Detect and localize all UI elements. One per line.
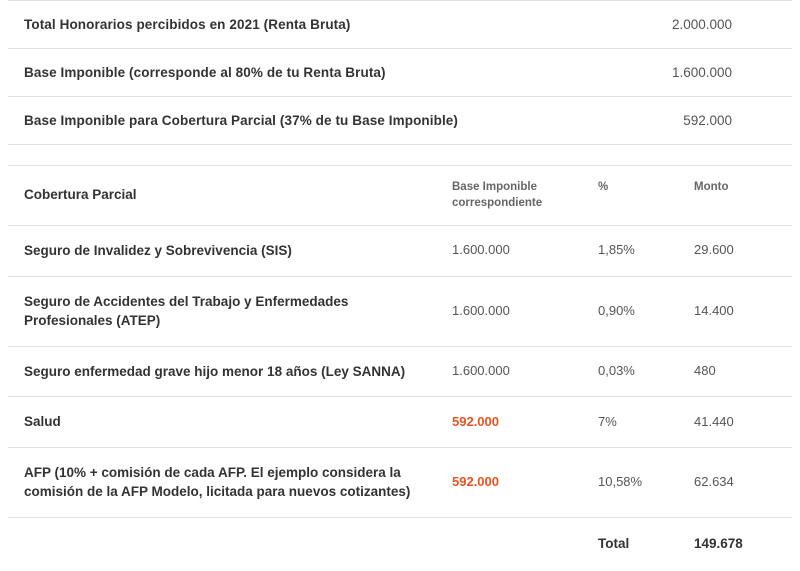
- total-spacer-cell-2: [444, 517, 590, 569]
- table-row: [8, 49, 792, 97]
- coverage-monto: 62.634: [694, 473, 734, 489]
- coverage-name: Salud: [24, 414, 61, 430]
- coverage-detail-table: [8, 165, 792, 570]
- column-header-cobertura: Cobertura Parcial: [24, 187, 137, 203]
- table-row: [8, 226, 792, 277]
- summary-table: [8, 0, 792, 145]
- table-total-row: [8, 517, 792, 569]
- coverage-base: 592.000: [452, 413, 499, 429]
- coverage-pct: 7%: [598, 413, 617, 429]
- summary-row-label: Base Imponible (corresponde al 80% de tu Renta Bruta): [24, 65, 386, 80]
- table-row: [8, 397, 792, 448]
- table-row: [8, 346, 792, 397]
- table-spacer: [8, 145, 792, 165]
- table-row: [8, 97, 792, 145]
- coverage-monto: 29.600: [694, 242, 734, 258]
- coverage-pct: 1,85%: [598, 242, 635, 258]
- summary-row-value: 592.000: [683, 113, 732, 128]
- total-label: Total: [598, 535, 630, 551]
- coverage-base: 1.600.000: [452, 242, 510, 258]
- column-header-monto: Monto: [694, 181, 729, 193]
- total-spacer-cell: [8, 517, 444, 569]
- coverage-name: Seguro de Accidentes del Trabajo y Enfermedades Profesionales (ATEP): [24, 293, 349, 329]
- table-row: [8, 447, 792, 517]
- coverage-name: AFP (10% + comisión de cada AFP. El ejemplo considera la comisión de la AFP Modelo, licitada para nuevos cotizantes): [24, 464, 411, 500]
- summary-row-label: Total Honorarios percibidos en 2021 (Renta Bruta): [24, 17, 351, 32]
- table-header-row: [8, 166, 792, 226]
- column-header-porcentaje: %: [598, 181, 609, 193]
- summary-row-value: 2.000.000: [671, 17, 732, 32]
- coverage-monto: 480: [694, 363, 716, 379]
- coverage-base: 592.000: [452, 473, 499, 489]
- summary-row-value: 1.600.000: [671, 65, 732, 80]
- summary-row-label: Base Imponible para Cobertura Parcial (37% de tu Base Imponible): [24, 113, 459, 128]
- coverage-monto: 14.400: [694, 302, 734, 318]
- coverage-monto: 41.440: [694, 413, 734, 429]
- total-value: 149.678: [694, 535, 743, 551]
- table-row: [8, 1, 792, 49]
- column-header-base-imponible: Base Imponible correspondiente: [452, 181, 543, 209]
- coverage-pct: 10,58%: [598, 473, 643, 489]
- coverage-pct: 0,03%: [598, 363, 635, 379]
- coverage-name: Seguro enfermedad grave hijo menor 18 años (Ley SANNA): [24, 363, 406, 379]
- table-row: [8, 276, 792, 346]
- coverage-name: Seguro de Invalidez y Sobrevivencia (SIS): [24, 243, 292, 259]
- coverage-base: 1.600.000: [452, 363, 510, 379]
- coverage-pct: 0,90%: [598, 302, 635, 318]
- coverage-base: 1.600.000: [452, 302, 510, 318]
